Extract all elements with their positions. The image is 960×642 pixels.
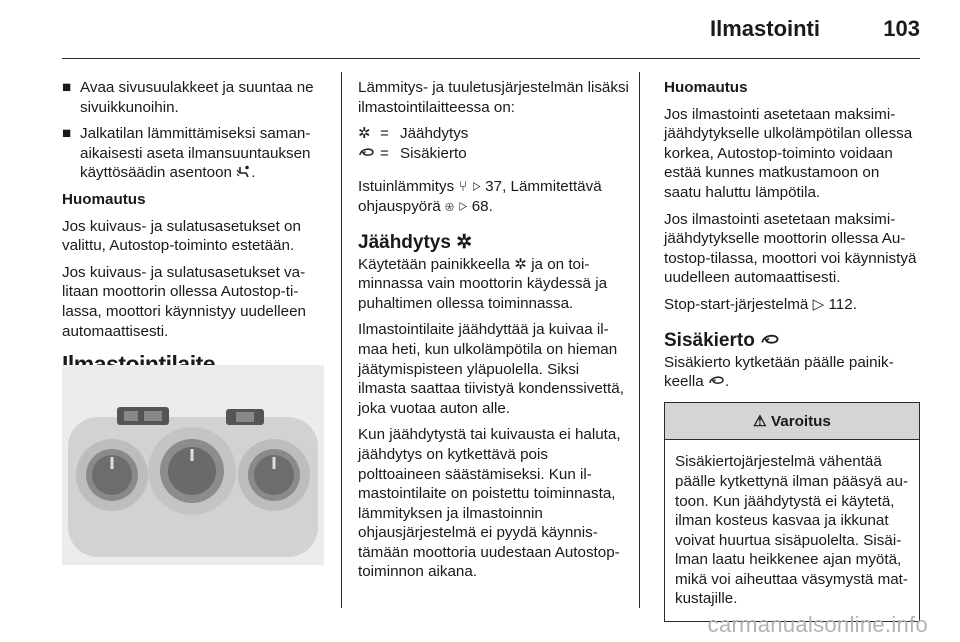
paragraph: Ilmastointilaite jäähdyttää ja kuivaa ilmaa heti, kun ulkolämpötila on hieman jäätymispisteen yläpuolella. Siksi ilmasta saattaa tiivistyä kondenssivettä, joka vuotaa auton alle.: [358, 321, 624, 417]
intro-paragraph: Lämmitys- ja tuuletusjärjestelmän lisäksi ilmastointilaitteessa on:: [358, 79, 629, 116]
seat-heating-icon: ⑂: [458, 178, 468, 196]
list-item: ■ Jalkatilan lämmittämiseksi samanaikaisesti aseta ilmansuuntauksen käyttösäädin asentoon .: [62, 125, 311, 182]
warning-header: ⚠ Varoitus: [665, 403, 919, 441]
page-header-title: Ilmastointi: [709, 16, 820, 41]
warning-box: [664, 402, 920, 622]
steering-wheel-icon: ⊛: [444, 197, 455, 215]
floor-vent-icon: [236, 165, 251, 178]
definition-row: = Sisäkierto: [358, 144, 630, 164]
page-ref-icon: ▷: [812, 295, 825, 313]
recirculation-icon: [358, 144, 380, 164]
header-divider: [62, 58, 920, 59]
climate-control-panel-image: [62, 365, 324, 565]
bullet-text: Jalkatilan lämmittämiseksi samanaikaisesti aseta ilmansuuntauksen käyttösäädin asentoon: [80, 125, 311, 182]
snowflake-icon: ✲: [514, 255, 527, 273]
right-column: [664, 78, 920, 622]
recirculation-icon: [708, 374, 725, 386]
middle-column: [358, 78, 630, 589]
warning-body: Sisäkiertojärjestelmä vähentää päälle kytkettynä ilman pääsyä autoon. Kun jäähdytystä ei käytetä, ilman kosteus kasvaa ja ikkunat voivat huurtua sisäpuolelta. Sisäilman laatu heikkenee ajan myötä, mikä voi aiheuttaa väsymystä matkustajille.: [675, 453, 909, 608]
page-ref-icon: ▷: [471, 178, 481, 196]
bullet-mark: ■: [62, 125, 72, 143]
definition-text: Jäähdytys: [400, 125, 469, 143]
cooling-heading: Jäähdytys ✲: [358, 231, 473, 253]
paragraph: Kun jäähdytystä tai kuivausta ei haluta, jäähdytys on kytkettävä pois polttoaineen säästämiseksi. Kun ilmastointilaite on poistettu toiminnasta, lämmityksen ja ilmastoinnin ohjausjärjestelmä ei pyydä käynnistämään moottoria uudestaan Autostop-toiminnon aikana.: [358, 426, 621, 581]
bullet-text: Avaa sivusuulakkeet ja suuntaa ne sivuikkunoihin.: [80, 79, 314, 116]
warning-icon: ⚠: [753, 412, 767, 430]
column-divider-left: [341, 72, 342, 608]
note-paragraph: Jos kuivaus- ja sulatusasetukset on valittu, Autostop-toiminto estetään.: [62, 217, 301, 255]
snowflake-icon: ✲: [358, 125, 371, 143]
left-column: [62, 78, 326, 375]
definition-row: ✲ = Jäähdytys: [358, 125, 469, 143]
definition-text: Sisäkierto: [400, 144, 467, 162]
note-heading: Huomautus: [664, 79, 748, 96]
snowflake-icon: ✲: [456, 231, 473, 253]
recirculation-heading: Sisäkierto: [664, 329, 920, 353]
note-paragraph: Jos ilmastointi asetetaan maksimijäähdytykselle moottorin ollessa Autostop-tilassa, moottori voi käynnistyä uudelleen automaattisesti.: [664, 210, 917, 287]
column-divider-right: [639, 72, 640, 608]
paragraph: Sisäkierto kytketään päälle painikkeella .: [664, 353, 894, 391]
note-paragraph: Jos ilmastointi asetetaan maksimijäähdytykselle ulkolämpötilan ollessa korkea, Autostop-toiminto voidaan estää kunnes matkustamoon on saatu haluttu lämpötila.: [664, 105, 913, 201]
note-paragraph: Jos kuivaus- ja sulatusasetukset valitaan moottorin ollessa Autostop-tilassa, moottori käynnistyy uudelleen automaattisesti.: [62, 263, 306, 340]
reference-paragraph: Istuinlämmitys ⑂ ▷ 37, Lämmitettävä ohjauspyörä ⊛ ▷ 68.: [358, 178, 602, 215]
watermark: carmanualsonline.info: [707, 612, 928, 637]
list-item: [62, 78, 326, 117]
bullet-mark: ■: [62, 79, 72, 96]
note-heading: Huomautus: [62, 190, 146, 208]
recirculation-icon: [760, 332, 780, 346]
page-number: 103: [883, 16, 920, 41]
page-ref-icon: ▷: [458, 197, 468, 215]
reference-paragraph: Stop-start-järjestelmä ▷ 112.: [664, 295, 857, 313]
paragraph: Käytetään painikkeella ✲ ja on toiminnassa vain moottorin käydessä ja puhaltimen ollessa toiminnassa.: [358, 255, 608, 312]
